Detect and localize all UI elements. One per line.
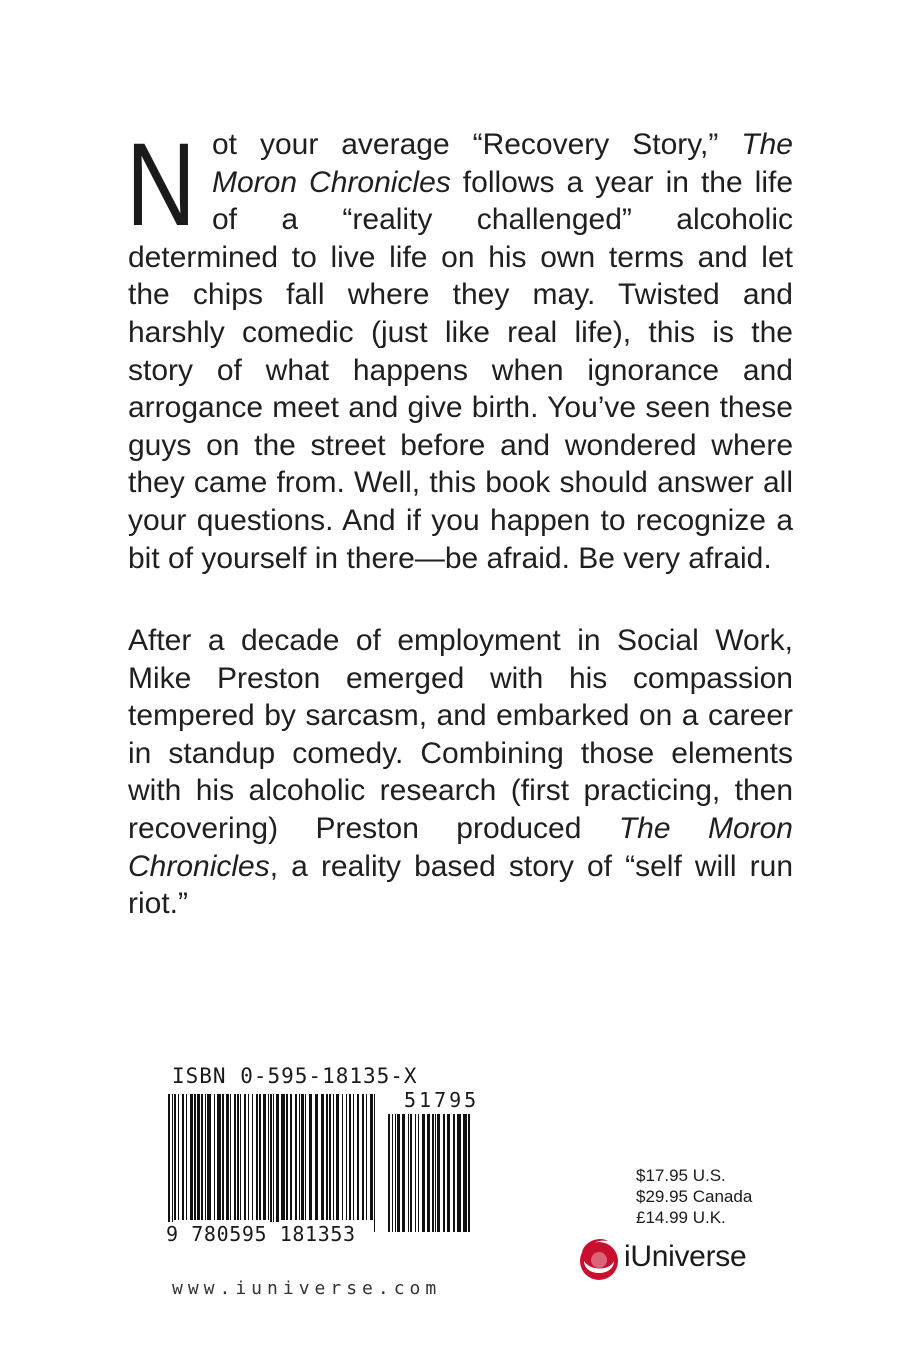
price-uk: £14.99 U.K. (636, 1208, 726, 1227)
blurb-text-end: follows a year in the life of a “reality challenged” alcoholic determined to live life on his own terms and let the chips fall where they may. Twisted and harshly comedic (just like real life), this is the story of what happens when ignorance and arrogance meet and give birth. You’ve seen these guys on the street before and wondered where they came from. Well, this book should answer all your questions. And if you happen to recognize a bit of yourself in there—be afraid. Be very afraid. (128, 165, 794, 575)
barcode-bar (415, 1114, 416, 1232)
barcode-bar (197, 1094, 200, 1220)
barcode-bar (270, 1094, 272, 1232)
barcode-bar (244, 1094, 246, 1220)
price-canada: $29.95 Canada (636, 1187, 753, 1206)
barcode-bar (427, 1114, 430, 1232)
barcode-bar (222, 1094, 224, 1220)
drop-cap: N (126, 119, 196, 251)
barcode-bar (273, 1094, 274, 1232)
isbn-label: ISBN 0-595-18135-X (172, 1064, 418, 1088)
barcode-bar (174, 1094, 176, 1220)
bio-text-start: After a decade of employment in Social Work, Mike Preston emerged with his compassion tempered by sarcasm, and embarked on a career in standup comedy. Combining those elements with his alcoholic research (first practicing, then recovering) Preston produced (128, 624, 793, 845)
barcode-bar (305, 1094, 306, 1220)
barcode-bar (362, 1094, 364, 1220)
price-code-digits: 51795 (404, 1088, 480, 1112)
price-code-barcode (386, 1114, 474, 1244)
barcode-bar (329, 1094, 331, 1220)
barcode-bar (353, 1094, 354, 1220)
barcode-bar (268, 1094, 269, 1220)
barcode-bar (468, 1114, 470, 1232)
bio-text-end: , a reality based story of “self will run riot.” (128, 849, 793, 921)
price-list (636, 1165, 752, 1228)
barcode-bar (349, 1094, 351, 1220)
barcode-bar (437, 1114, 440, 1232)
barcode-bar (240, 1094, 241, 1220)
barcode-bar (374, 1094, 375, 1232)
barcode-bar (281, 1094, 285, 1220)
barcode-bar (299, 1094, 300, 1220)
barcode-bar (226, 1094, 229, 1220)
ean-digits: 9 780595 181353 (166, 1222, 356, 1246)
barcode-bar (194, 1094, 196, 1220)
barcode-bar (172, 1094, 173, 1232)
barcode-bar (422, 1114, 425, 1232)
bio-book-title: The Moron Chronicles (128, 811, 793, 883)
barcode-bar (295, 1094, 297, 1220)
barcode-bar (447, 1114, 450, 1232)
barcode-bar (346, 1094, 347, 1220)
barcode-bar (290, 1094, 292, 1220)
barcode-bar (309, 1094, 312, 1220)
book-blurb (126, 119, 794, 577)
author-bio (128, 622, 793, 923)
publisher-website: www.iuniverse.com (172, 1278, 442, 1299)
price-us: $17.95 U.S. (636, 1166, 726, 1185)
barcode-bar (418, 1114, 419, 1232)
barcode-bar (395, 1114, 396, 1232)
barcode-bar (410, 1114, 412, 1232)
barcode-bar (342, 1094, 343, 1220)
barcode-bar (186, 1094, 187, 1220)
barcode-bar (453, 1114, 455, 1232)
barcode-bar (182, 1094, 184, 1220)
barcode-bar (435, 1114, 436, 1232)
barcode-bar (370, 1094, 373, 1220)
barcode-bar (321, 1094, 324, 1220)
barcode-bar (256, 1094, 258, 1220)
barcode-bar (388, 1114, 390, 1232)
barcode-bar (259, 1094, 261, 1220)
barcode-bar (248, 1094, 249, 1220)
barcode-bar (207, 1094, 211, 1220)
blurb-text-start: ot your average “Recovery Story,” (212, 128, 742, 161)
barcode-bar (336, 1094, 339, 1220)
barcode-bar (357, 1094, 359, 1220)
barcode-bar (237, 1094, 239, 1220)
blurb-book-title: The Moron Chronicles (212, 128, 793, 199)
barcode-bar (333, 1094, 334, 1220)
barcode-bar (190, 1094, 193, 1220)
barcode-bar (315, 1094, 318, 1220)
barcode-bar (432, 1114, 434, 1232)
barcode-bar (286, 1094, 288, 1220)
barcode-bar (205, 1094, 206, 1220)
barcode-bar (168, 1094, 170, 1232)
barcode-bar (463, 1114, 467, 1232)
barcode-bar (217, 1094, 221, 1220)
iuniverse-swirl-icon (576, 1231, 622, 1283)
barcode-bar (408, 1114, 409, 1232)
barcode-bar (301, 1094, 304, 1220)
barcode-bar (263, 1094, 266, 1220)
barcode-bar (252, 1094, 253, 1220)
barcode-bar (214, 1094, 215, 1220)
barcode-bar (397, 1114, 400, 1232)
barcode-bar (392, 1114, 393, 1232)
barcode-bar (366, 1094, 367, 1220)
publisher-name: iUniverse (624, 1240, 747, 1273)
ean-barcode (166, 1094, 380, 1232)
barcode-bar (402, 1114, 405, 1232)
barcode-bar (326, 1094, 328, 1220)
barcode-bar (178, 1094, 179, 1220)
barcode-bar (457, 1114, 461, 1232)
barcode-bar (230, 1094, 231, 1220)
barcode-bar (443, 1114, 445, 1232)
publisher-logo (576, 1228, 746, 1286)
barcode-bar (234, 1094, 236, 1220)
barcode-bar (201, 1094, 203, 1220)
barcode-bar (276, 1094, 279, 1232)
